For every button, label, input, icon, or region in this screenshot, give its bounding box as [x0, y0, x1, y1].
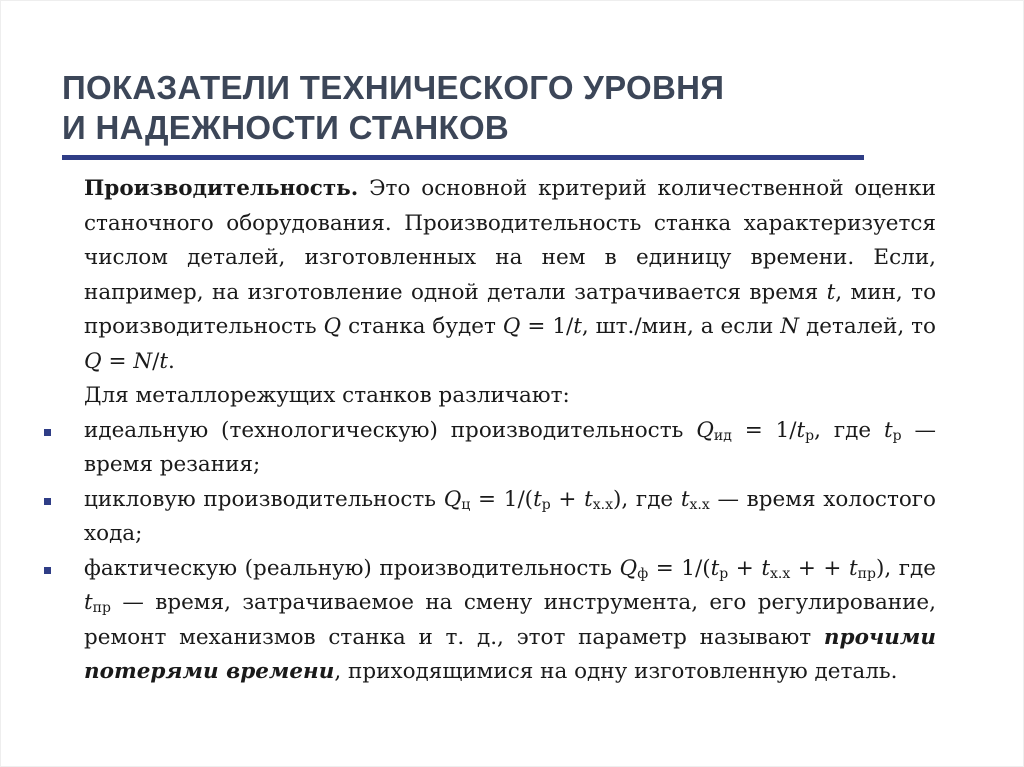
- math-var: Q: [443, 486, 462, 512]
- text-span: деталей, то: [799, 314, 936, 339]
- text-span: фактическую (реальную) производительность: [84, 555, 620, 581]
- intro-paragraph: [84, 172, 936, 379]
- lead-term: Производительность.: [84, 176, 359, 201]
- title-underline: [62, 155, 864, 160]
- math-var: t: [584, 486, 593, 512]
- text-span: /: [152, 348, 160, 374]
- math-subscript: ид: [713, 427, 732, 444]
- text-span: , где: [814, 417, 884, 443]
- math-var: t: [533, 486, 542, 512]
- list-intro: Для металлорежущих станков различают:: [84, 383, 570, 408]
- math-var: t: [84, 590, 93, 615]
- math-subscript: р: [892, 427, 902, 444]
- text-span: Это основной критерий количественной оценки станочного оборудования. Производительность станка характеризуется числом деталей, изготовленных на нем в единицу времени. Если, например, на изготовление одной детали затрачивается время: [84, 176, 936, 305]
- text-span: станка будет: [341, 314, 503, 339]
- math-subscript: р: [805, 427, 815, 444]
- text-span: ), где: [875, 555, 936, 581]
- title-line-1: ПОКАЗАТЕЛИ ТЕХНИЧЕСКОГО УРОВНЯ: [62, 69, 725, 106]
- page-title: [62, 68, 862, 148]
- math-subscript: х.х: [770, 565, 791, 582]
- math-var: N: [133, 348, 153, 374]
- math-var: t: [761, 555, 771, 581]
- math-var: t: [680, 486, 690, 512]
- math-var: t: [883, 417, 893, 443]
- text-span: +: [728, 555, 762, 581]
- text-span: цикловую производительность: [84, 486, 444, 512]
- text-span: = 1/(: [648, 555, 711, 581]
- text-span: =: [101, 348, 134, 374]
- text-span: = 1/: [520, 314, 574, 339]
- list-item: [84, 414, 936, 483]
- text-span: — время, затрачиваемое на смену инструмента, его регулирование, ремонт механизмов станка и т. д., этот параметр называют: [84, 590, 936, 650]
- text-span: .: [168, 348, 175, 374]
- math-var: t: [849, 555, 858, 581]
- math-subscript: ф: [637, 565, 649, 582]
- math-var: t: [710, 555, 720, 581]
- math-var: Q: [84, 348, 102, 374]
- math-subscript: ц: [461, 496, 471, 513]
- text-span: + +: [790, 555, 850, 581]
- math-var: t: [796, 417, 806, 443]
- bullet-icon: [44, 567, 51, 574]
- math-var: Q: [502, 314, 521, 339]
- math-subscript: х.х: [592, 496, 613, 513]
- math-var: t: [159, 348, 169, 374]
- math-var: Q: [619, 555, 638, 581]
- text-span: = 1/: [731, 417, 797, 443]
- text-span: — время холостого хода;: [84, 486, 936, 546]
- text-span: — время резания;: [84, 417, 936, 477]
- text-span: +: [550, 486, 585, 512]
- bullet-icon: [44, 429, 51, 436]
- math-var: Q: [696, 417, 714, 443]
- math-subscript: р: [541, 496, 551, 513]
- text-span: , шт./мин, а если: [581, 314, 781, 339]
- text-span: , приходящимися на одну изготовленную деталь.: [334, 659, 898, 684]
- math-var: t: [573, 314, 582, 339]
- math-var: N: [780, 314, 800, 339]
- text-span: = 1/(: [470, 486, 534, 512]
- math-var: Q: [323, 314, 342, 339]
- list-item: [84, 483, 936, 552]
- productivity-list: [84, 414, 936, 690]
- title-line-2: И НАДЕЖНОСТИ СТАНКОВ: [62, 109, 510, 146]
- list-item: [84, 552, 936, 690]
- math-subscript: р: [719, 565, 729, 582]
- emphasis-term: прочими потерями времени: [84, 624, 936, 684]
- math-subscript: пр: [857, 565, 876, 582]
- text-span: идеальную (технологическую) производительность: [84, 417, 697, 443]
- body-text: [84, 172, 936, 690]
- text-span: ), где: [613, 486, 681, 512]
- math-var: t: [826, 279, 836, 305]
- text-span: , мин, то производительность: [84, 279, 937, 339]
- math-subscript: пр: [92, 600, 111, 616]
- bullet-icon: [44, 498, 51, 505]
- math-subscript: х.х: [689, 496, 710, 513]
